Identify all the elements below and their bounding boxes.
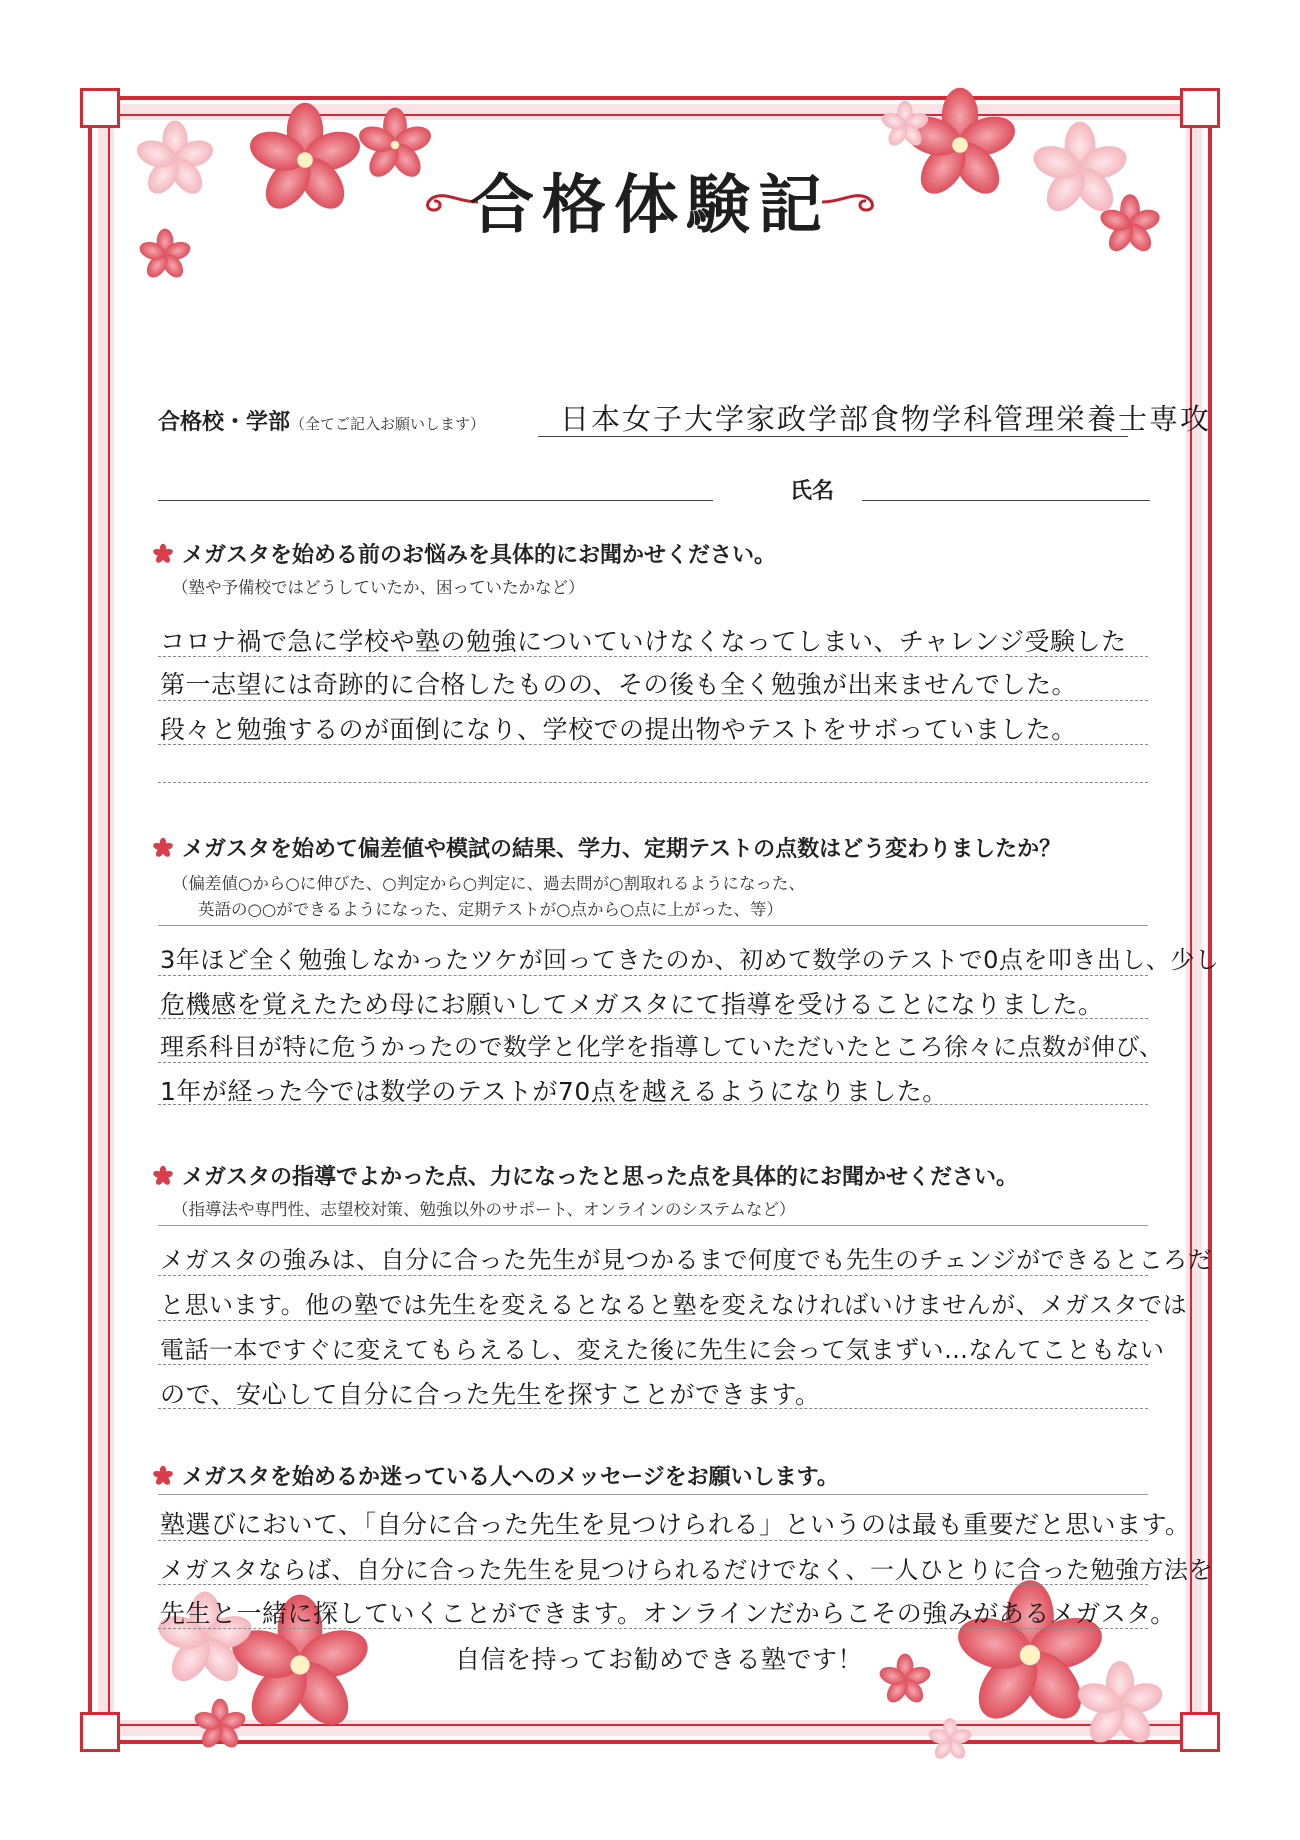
question-4-title	[152, 1460, 839, 1491]
answer-dotted-line	[158, 925, 1148, 926]
school-label	[158, 405, 485, 436]
answer-4-line: メガスタならば、自分に合った先生を見つけられるだけでなく、一人ひとりに合った勉強方法を	[160, 1556, 1214, 1584]
answer-3-line: と思います。他の塾では先生を変えるとなると塾を変えなければいけませんが、メガスタでは	[160, 1291, 1188, 1319]
answer-dotted-line	[158, 782, 1148, 783]
school-underline	[538, 436, 1128, 437]
blossom-bullet-icon	[152, 1465, 174, 1487]
answer-dotted-line	[158, 1320, 1148, 1321]
answer-3-line: 電話一本ですぐに変えてもらえるし、変えた後に先生に会って気まずい…なんてこともない	[160, 1336, 1165, 1364]
answer-dotted-line	[158, 1018, 1148, 1019]
blossom-icon	[133, 120, 216, 199]
answer-dotted-line	[158, 1275, 1148, 1276]
answer-1-line: 段々と勉強するのが面倒になり、学校での提出物やテストをサボっていました。	[160, 715, 1077, 744]
question-3-title	[152, 1160, 1018, 1191]
answer-2-line: 1年が経った今では数学のテストが70点を越えるようになりました。	[160, 1077, 948, 1106]
answer-dotted-line	[158, 700, 1148, 701]
school-label-text: 合格校・学部	[158, 410, 291, 435]
question-1-subtitle: （塾や予備校ではどうしていたか、困っていたかなど）	[172, 578, 585, 597]
answer-dotted-line	[158, 1408, 1148, 1409]
answer-1-line: 第一志望には奇跡的に合格したものの、その後も全く勉強が出来ませんでした。	[160, 670, 1078, 699]
answer-2-line: 理系科目が特に危うかったので数学と化学を指導していただいたところ徐々に点数が伸び、	[160, 1033, 1164, 1061]
blossom-bullet-icon	[152, 837, 174, 859]
answer-4-line: 塾選びにおいて、「自分に合った先生を見つけられる」というのは最も重要だと思います。	[160, 1510, 1191, 1539]
school-label-note: （全てご記入お願いします）	[290, 415, 486, 433]
blossom-icon	[137, 229, 192, 282]
question-2-subtitle: 英語の○○ができるようになった、定期テストが○点から○点に上がった、等）	[198, 900, 783, 919]
answer-2-line: 危機感を覚えたため母にお願いしてメガスタにて指導を受けることになりました。	[160, 990, 1104, 1019]
title-swirl-right-icon	[820, 190, 900, 214]
answer-dotted-line	[158, 1584, 1148, 1585]
blossom-bullet-icon	[152, 543, 174, 565]
answer-dotted-line	[158, 1104, 1148, 1105]
blossom-icon	[1074, 1661, 1166, 1749]
answer-dotted-line	[158, 1364, 1148, 1365]
question-2-title	[152, 832, 1061, 863]
school-second-line	[158, 500, 713, 501]
blossom-bullet-icon	[152, 1165, 174, 1187]
question-1-title	[152, 538, 776, 569]
blossom-icon	[245, 103, 365, 217]
blossom-icon	[192, 1699, 247, 1752]
answer-2-line: 3年ほど全く勉強しなかったツケが回ってきたのか、初めて数学のテストで0点を叩き出し、少し	[160, 946, 1220, 974]
blossom-icon	[927, 1718, 973, 1762]
blossom-icon	[1029, 122, 1131, 219]
answer-dotted-line	[158, 1494, 1148, 1495]
question-3-text: メガスタの指導でよかった点、力になったと思った点を具体的にお聞かせください。	[182, 1165, 1019, 1190]
page-title: 合格体験記	[470, 168, 830, 243]
question-2-text: メガスタを始めて偏差値や模試の結果、学力、定期テストの点数はどう変わりましたか？	[182, 837, 1062, 862]
answer-dotted-line	[158, 1062, 1148, 1063]
name-underline	[862, 500, 1150, 501]
answer-dotted-line	[158, 656, 1148, 657]
answer-4-line: 先生と一緒に探していくことができます。オンラインだからこその強みがあるメガスタ。	[160, 1599, 1176, 1628]
answer-3-line: メガスタの強みは、自分に合った先生が見つかるまで何度でも先生のチェンジができるところだ	[160, 1246, 1213, 1274]
answer-1-line: コロナ禍で急に学校や塾の勉強についていけなくなってしまい、チャレンジ受験した	[160, 627, 1127, 656]
question-3-subtitle: （指導法や専門性、志望校対策、勉強以外のサポート、オンラインのシステムなど）	[172, 1200, 796, 1219]
school-field[interactable]: 日本女子大学家政学部食物学科管理栄養士専攻	[560, 402, 1212, 436]
answer-dotted-line	[158, 1540, 1148, 1541]
answer-3-line: ので、安心して自分に合った先生を探すことができます。	[160, 1380, 821, 1409]
question-2-subtitle: （偏差値○から○に伸びた、○判定から○判定に、過去問が○割取れるようになった、	[172, 874, 805, 893]
blossom-icon	[877, 1654, 932, 1707]
answer-dotted-line	[158, 975, 1148, 976]
question-4-text: メガスタを始めるか迷っている人へのメッセージをお願いします。	[182, 1465, 839, 1490]
answer-4-line: 自信を持ってお勧めできる塾です！	[455, 1645, 864, 1674]
question-1-text: メガスタを始める前のお悩みを具体的にお聞かせください。	[182, 543, 777, 568]
answer-dotted-line	[158, 1225, 1148, 1226]
answer-dotted-line	[158, 1628, 1148, 1629]
answer-dotted-line	[158, 744, 1148, 745]
name-label: 氏名	[790, 479, 835, 504]
